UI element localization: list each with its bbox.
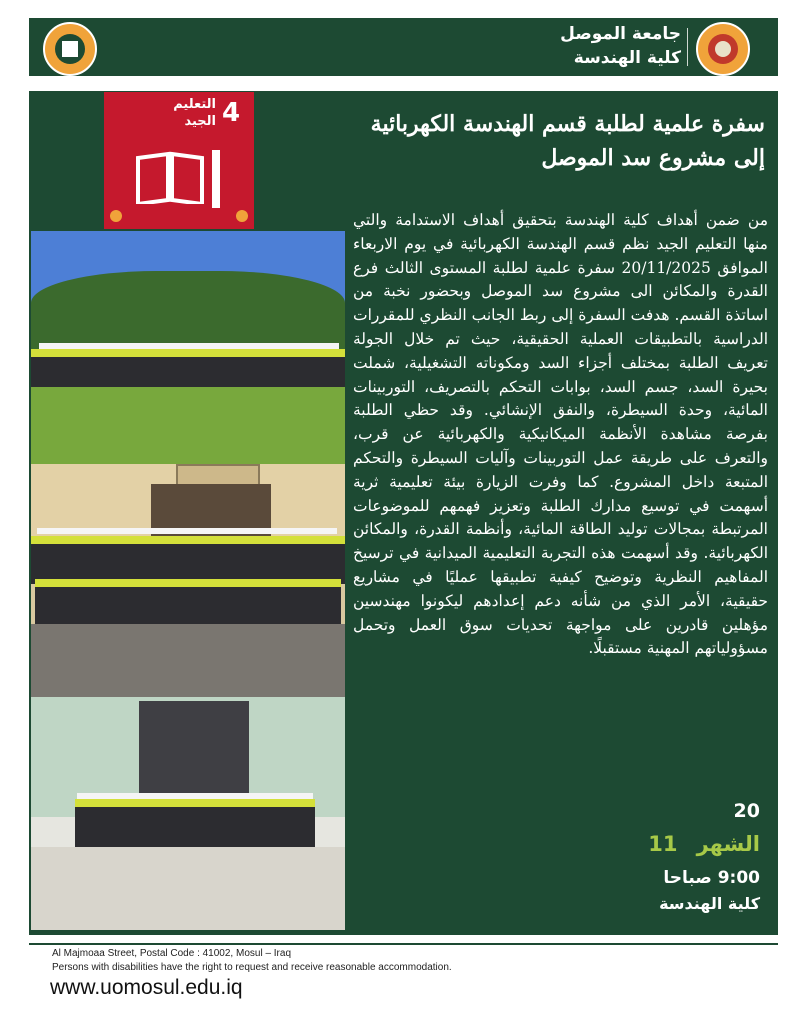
event-place: كلية الهندسة [659, 894, 760, 913]
event-time: 9:00 صباحا [663, 868, 760, 888]
footer-divider [29, 943, 778, 945]
group-photo-outdoor [31, 231, 345, 464]
pencil-icon [212, 150, 220, 208]
college-name: كلية الهندسة [573, 48, 681, 68]
book-icon [136, 150, 204, 204]
university-name: جامعة الموصل [560, 24, 681, 44]
header-divider [687, 28, 688, 66]
event-month-label: الشهر [696, 832, 760, 856]
header-title [509, 22, 681, 70]
event-day: 20 [733, 800, 760, 822]
page-title: سفرة علمية لطلبة قسم الهندسة الكهربائية إلى مشروع سد الموصل [370, 111, 765, 171]
footer-website-link[interactable]: www.uomosul.edu.iq [50, 976, 243, 999]
header-bar [29, 18, 778, 76]
event-month: 11 [648, 832, 678, 856]
footer-accessibility-note: Persons with disabilities have the right to request and receive reasonable accommodation. [52, 962, 452, 973]
sdg-footer-strip [108, 208, 250, 224]
college-logo-icon [43, 22, 97, 76]
sdg-number: 4 [222, 98, 241, 128]
footer-address: Al Majmoaa Street, Postal Code : 41002, Mosul – Iraq [52, 948, 292, 959]
sdg-label: التعليم الجيد [173, 97, 216, 129]
group-photo-entrance [31, 464, 345, 697]
event-month-row [600, 832, 760, 856]
university-logo-icon [696, 22, 750, 76]
group-photo-hall [31, 697, 345, 930]
article-body: من ضمن أهداف كلية الهندسة بتحقيق أهداف الاستدامة والتي منها التعليم الجيد نظم قسم الهندسة الكهربائية في يوم الاربعاء الموافق 20/11/2025 سفرة علمية لطلبة المستوى الثالث فرع القدرة والمكائن الى مشروع سد الموصل وبحضور نخبة من اساتذة القسم. هدفت السفرة إلى ربط الجانب النظري للمقررات الدراسية بالتطبيقات العملية الحقيقية، حيث تم خلال الجولة تعريف الطلبة بمختلف أجزاء السد ومكوناته التشغيلية، شملت بحيرة السد، جسم السد، بوابات التحكم بالتصريف، التوربينات المائية، وحدة السيطرة، والنفق الإنشائي. وقد حظي الطلبة بفرصة مشاهدة الأنظمة الميكانيكية والكهربائية عن قرب، والتعرف على طريقة عمل التوربينات وآليات السيطرة والتحكم المتبعة داخل المشروع. كما وفرت الزيارة بيئة تعليمية ثرية أسهمت في توسيع مدارك الطلبة وتعزيز فهمهم للموضوعات المرتبطة بمجالات توليد الطاقة المائية، وأنظمة القدرة، والمكائن الكهربائية. وقد أسهمت هذه التجربة التعليمية الميدانية في ترسيخ المفاهيم النظرية وتوضيح كيفية تطبيقها عمليًا في مشاريع حقيقية، الأمر الذي من شأنه دعم إعدادهم ليكونوا مهندسين مؤهلين قادرين على مواجهة تحديات سوق العمل وتحمل مسؤولياتهم المهنية مستقبلًا. [353, 211, 768, 658]
